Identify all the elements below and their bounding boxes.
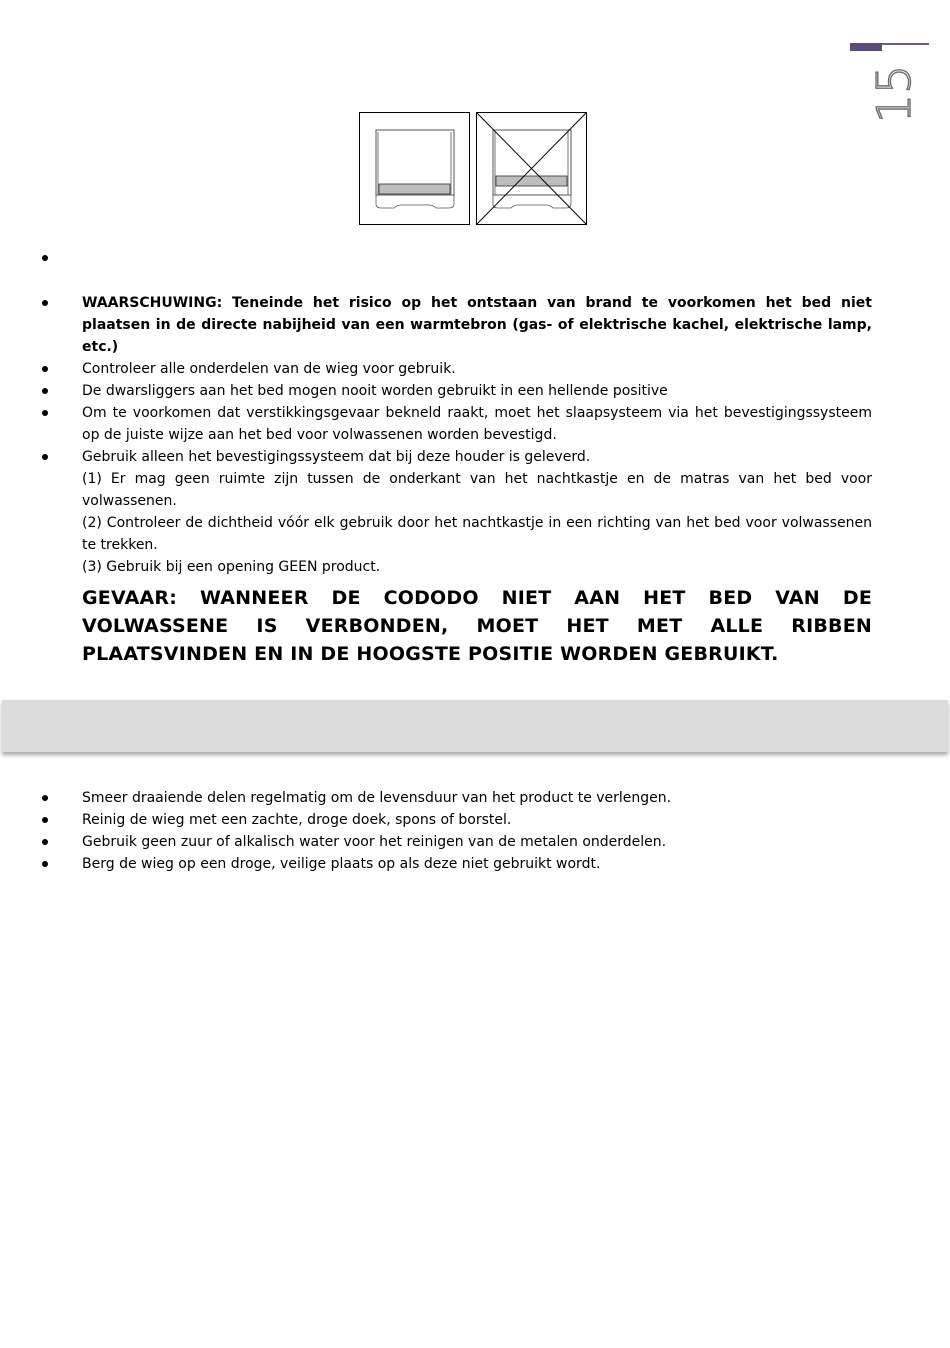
maintenance-item	[0, 787, 950, 809]
page-number-accent-bar	[850, 43, 882, 51]
maintenance-text: Reinig de wieg met een zachte, droge doek, spons of borstel.	[82, 812, 512, 828]
maintenance-text: Smeer draaiende delen regelmatig om de levensduur van het product te verlengen.	[82, 790, 672, 806]
bullet-dot	[42, 861, 48, 867]
page-number-marker	[850, 40, 930, 130]
warning-text: Om te voorkomen dat verstikkingsgevaar bekneld raakt, moet het slaapsysteem via het bevestigingssysteem op de juiste wijze aan het bed voor volwassenen worden bevestigd.	[82, 405, 872, 443]
bullet-dot	[42, 454, 48, 460]
warning-subitem: (3) Gebruik bij een opening GEEN product.	[82, 559, 381, 575]
section-header-band	[2, 700, 948, 752]
empty-bullet	[42, 255, 48, 261]
maintenance-text: Berg de wieg op een droge, veilige plaats op als deze niet gebruikt wordt.	[82, 856, 601, 872]
page-number: 15	[867, 64, 921, 124]
warning-item	[0, 402, 950, 446]
bullet-dot	[42, 366, 48, 372]
crib-position-figure	[359, 112, 589, 227]
warning-list	[0, 292, 950, 578]
maintenance-item	[0, 853, 950, 875]
warning-item	[0, 358, 950, 380]
maintenance-list	[0, 787, 950, 875]
maintenance-item	[0, 831, 950, 853]
warning-subitem: (2) Controleer de dichtheid vóór elk gebruik door het nachtkastje in een richting van het bed voor volwassenen te trekken.	[82, 515, 872, 553]
danger-notice: GEVAAR: WANNEER DE CODODO NIET AAN HET BED VAN DE VOLWASSENE IS VERBONDEN, MOET HET MET ALLE RIBBEN PLAATSVINDEN EN IN DE HOOGSTE POSITIE WORDEN GEBRUIKT.	[82, 587, 872, 665]
warning-text: Controleer alle onderdelen van de wieg voor gebruik.	[82, 361, 456, 377]
maintenance-item	[0, 809, 950, 831]
warning-text: WAARSCHUWING: Teneinde het risico op het ontstaan van brand te voorkomen het bed niet plaatsen in de directe nabijheid van een warmtebron (gas- of elektrische kachel, elektrische lamp, etc.)	[82, 295, 872, 355]
warning-item	[0, 292, 950, 358]
warning-text: De dwarsliggers aan het bed mogen nooit worden gebruikt in een hellende positive	[82, 383, 668, 399]
maintenance-text: Gebruik geen zuur of alkalisch water voor het reinigen van de metalen onderdelen.	[82, 834, 667, 850]
bullet-dot	[42, 300, 48, 306]
bullet-dot	[42, 795, 48, 801]
crib-correct-image	[360, 113, 470, 225]
bullet-dot	[42, 817, 48, 823]
warning-item	[0, 380, 950, 402]
bullet-dot	[42, 410, 48, 416]
bullet-dot	[42, 388, 48, 394]
crib-incorrect-image	[477, 113, 587, 225]
crib-illustrations	[359, 112, 589, 227]
warning-item	[0, 446, 950, 578]
warning-text: Gebruik alleen het bevestigingssysteem dat bij deze houder is geleverd.	[82, 449, 591, 465]
bullet-dot	[42, 839, 48, 845]
warning-subitem: (1) Er mag geen ruimte zijn tussen de onderkant van het nachtkastje en de matras van het bed voor volwassenen.	[82, 471, 872, 509]
page-number-rule	[882, 43, 929, 45]
